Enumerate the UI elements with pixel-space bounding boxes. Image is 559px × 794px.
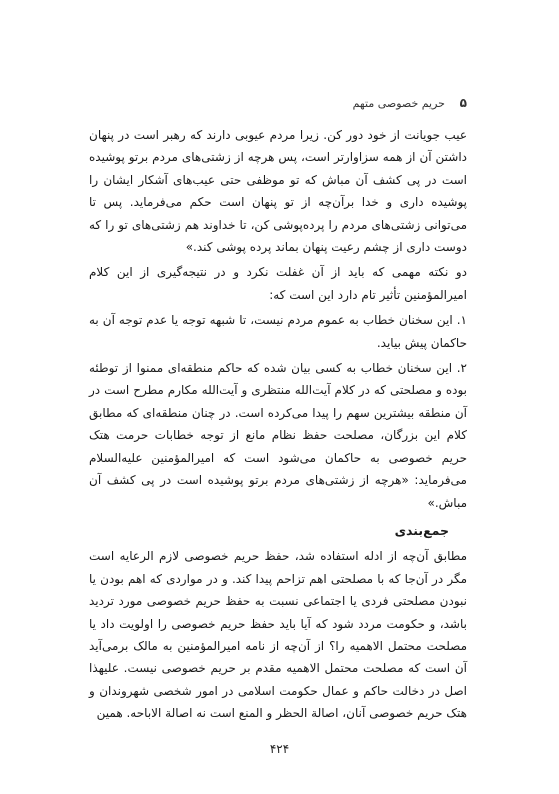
page-number: ۴۲۴: [269, 742, 290, 756]
list-item-2: ۲. این سخنان خطاب به کسی بیان شده که حاکم منطقه‌ای ممنوا از توطئه بوده و مصلحتی که در کلام آیت‌الله منتظری و آیت‌الله مکارم مطرح است در آن منطقه بیشترین سهم را پیدا می‌کرده است. در چنان منطقه‌ای که مطابق کلام این بزرگان، مصلحت حفظ نظام مانع از توجه خطابات حرمت هتک حریم خصوصی به حاکمان می‌شود است که امیرالمؤمنین علیه‌السلام می‌فرماید: «هرچه از زشتی‌های مردم برتو پوشیده است در پی کشف آن مباش.»: [89, 361, 467, 510]
paragraph-2: دو نکته مهمی که باید از آن غفلت نکرد و در نتیجه‌گیری از این کلام امیرالمؤمنین تأثیر تام دارد این است که:: [89, 265, 467, 302]
body-text: [89, 124, 467, 728]
list-item-1: ۱. این سخنان خطاب به عموم مردم نیست، تا شبهه توجه یا عدم توجه آن به حاکمان پیش بیاید.: [89, 313, 467, 350]
running-title: حریم خصوصی متهم: [352, 97, 445, 110]
header-section-marker: ۵: [459, 96, 467, 110]
paragraph-1: عیب جویانت از خود دور کن. زیرا مردم عیوبی دارند که رهبر است در پنهان داشتن آن از همه سزاوارتر است، پس هرچه از زشتی‌های مردم برتو پوشیده است در پی کشف آن مباش که تو موظفی حتی عیب‌های آشکار ایشان را پوشیده داری و خدا برآن‌چه از تو پنهان است حکم می‌فرماید. پس تا می‌توانی زشتی‌های مردم را پرده‌پوشی کن، تا خداوند هم زشتی‌های تو را که دوست داری از چشم رعیت پنهان بماند پرده پوشی کند.»: [89, 128, 467, 255]
page-header: [92, 96, 467, 114]
paragraph-3: مطابق آن‌چه از ادله استفاده شد، حفظ حریم خصوصی لازم الرعایه است مگر در آن‌جا که با مصلحتی اهم تزاحم پیدا کند. و در مواردی که اهم بودن یا نبودن مصلحتی فردی یا اجتماعی نسبت به حفظ حریم خصوصی مورد تردید باشد، و حکومت مردد شود که آیا باید حفظ حریم خصوصی را اولویت داد یا مصلحت محتمل الاهمیه را؟ از آن‌چه از نامه امیرالمؤمنین به مالک برمی‌آید آن است که مصلحت محتمل الاهمیه مقدم بر حریم خصوصی نیست. علیهذا اصل در دخالت حاکم و عمال حکومت اسلامی در امور شخصی شهروندان و هتک حریم خصوصی آنان، اصالة الحظر و المنع است نه اصالة الاباحه. همین: [89, 549, 467, 721]
section-heading: جمع‌بندی: [394, 522, 449, 538]
